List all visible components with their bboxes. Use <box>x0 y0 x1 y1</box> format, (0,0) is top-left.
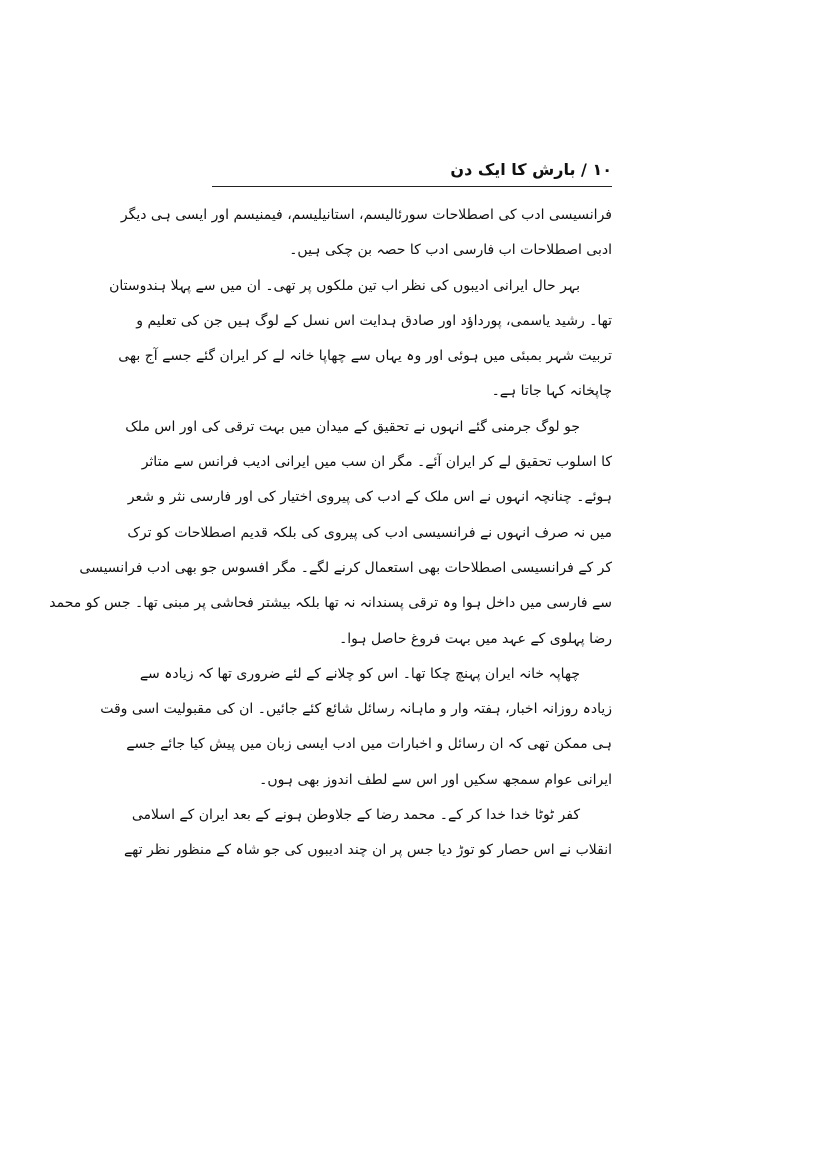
text-line: رضا پہلوی کے عہد میں بہت فروغ حاصل ہوا۔ <box>339 630 612 647</box>
paragraph <box>49 410 612 657</box>
text-line: انقلاب نے اس حصار کو توڑ دیا جس پر ان چند ادیبوں کی جو شاہ کے منظور نظر تھے <box>123 842 612 859</box>
text-line: بہر حال ایرانی ادیبوں کی نظر اب تین ملکوں پر تھی۔ ان میں سے پہلا ہندوستان <box>109 277 580 294</box>
header-rule <box>212 186 612 187</box>
paragraph <box>123 798 612 869</box>
running-header: ۱۰ / بارش کا ایک دن <box>450 160 612 179</box>
text-line: چھاپہ خانہ ایران پہنچ چکا تھا۔ اس کو چلانے کے لئے ضروری تھا کہ زیادہ سے <box>139 665 580 682</box>
text-line: زیادہ روزانہ اخبار، ہفتہ وار و ماہانہ رسائل شائع کئے جائیں۔ ان کی مقبولیت اسی وقت <box>100 701 612 718</box>
text-line: ہوئے۔ چنانچہ انہوں نے اس ملک کے ادب کی پیروی اختیار کی اور فارسی نثر و شعر <box>127 489 612 506</box>
text-line: کفر ٹوٹا خدا خدا کر کے۔ محمد رضا کے جلاوطن ہونے کے بعد ایران کے اسلامی <box>131 807 580 824</box>
paragraph <box>100 657 612 798</box>
text-line: فرانسیسی ادب کی اصطلاحات سورئالیسم، استانیلیسم، فیمنیسم اور ایسی ہی دیگر <box>120 207 612 223</box>
body-text <box>49 198 612 869</box>
text-line: کر کے فرانسیسی اصطلاحات بھی استعمال کرنے لگے۔ مگر افسوس جو بھی ادب فرانسیسی <box>79 559 612 576</box>
text-line: چاپخانہ کہا جاتا ہے۔ <box>491 383 612 400</box>
text-line: تربیت شہر بمبئی میں ہوئی اور وہ یہاں سے چھاپا خانہ لے کر ایران گئے جسے آج بھی <box>118 348 612 365</box>
text-line: ہی ممکن تھی کہ ان رسائل و اخبارات میں ادب ایسی زبان میں پیش کیا جائے جسے <box>126 736 612 753</box>
paragraph <box>109 269 612 410</box>
text-line: ایرانی عوام سمجھ سکیں اور اس سے لطف اندوز بھی ہوں۔ <box>259 771 612 788</box>
text-line: سے فارسی میں داخل ہوا وہ ترقی پسندانہ نہ تھا بلکہ بیشتر فحاشی پر مبنی تھا۔ جس کو محمد <box>49 595 612 612</box>
paragraph <box>120 198 612 269</box>
text-line: ادبی اصطلاحات اب فارسی ادب کا حصہ بن چکی ہیں۔ <box>289 242 612 259</box>
text-line: کا اسلوب تحقیق لے کر ایران آئے۔ مگر ان سب میں ایرانی ادیب فرانس سے متاثر <box>141 454 612 471</box>
text-line: میں نہ صرف انہوں نے فرانسیسی ادب کی پیروی کی بلکہ قدیم اصطلاحات کو ترک <box>127 524 612 541</box>
text-line: جو لوگ جرمنی گئے انہوں نے تحقیق کے میدان میں بہت ترقی کی اور اس ملک <box>125 418 580 435</box>
text-line: تھا۔ رشید یاسمی، پورداؤد اور صادق ہدایت اس نسل کے لوگ ہیں جن کی تعلیم و <box>136 312 612 329</box>
